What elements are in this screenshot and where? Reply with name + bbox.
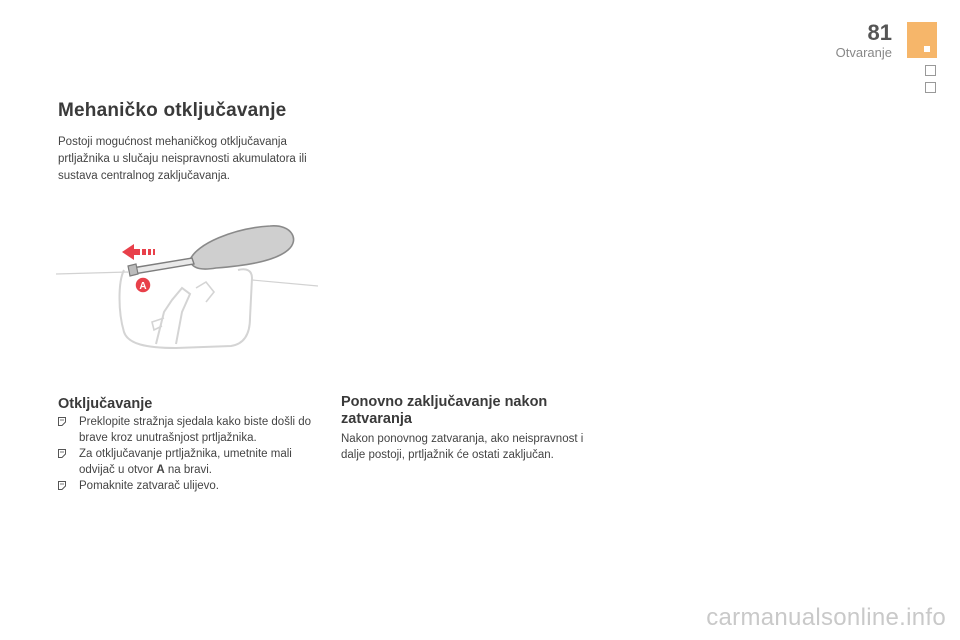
marker-label: A — [139, 281, 147, 292]
section-name: Otvaranje — [835, 45, 892, 60]
relocking-title: Ponovno zaključavanje nakon zatvaranja — [341, 394, 548, 427]
page-title: Mehaničko otključavanje — [58, 100, 287, 121]
step-text: Pomaknite zatvarač ulijevo. — [79, 480, 219, 492]
unlocking-steps — [58, 414, 328, 494]
step-checkbox-icon — [58, 481, 66, 490]
marker-a-icon — [135, 277, 151, 293]
section-tab-active[interactable] — [907, 22, 937, 58]
step-checkbox-icon — [58, 417, 66, 426]
direction-arrow-icon — [122, 244, 155, 260]
tab-marker-icon — [924, 46, 930, 52]
section-tab-2[interactable] — [925, 82, 936, 93]
unlocking-title: Otključavanje — [58, 396, 153, 412]
page-number: 81 — [867, 20, 892, 45]
list-item — [58, 478, 328, 494]
list-item — [58, 446, 328, 478]
relocking-text: Nakon ponovnog zatvaranja, ako neispravnost i dalje postoji, prtljažnik će ostati zaključan. — [341, 433, 584, 461]
step-text-tail: na bravi. — [167, 464, 212, 476]
step-checkbox-icon — [58, 449, 66, 458]
trunk-lock-illustration — [56, 222, 318, 350]
section-tab-1[interactable] — [925, 65, 936, 76]
step-marker-ref: A — [156, 464, 165, 476]
watermark: carmanualsonline.info — [706, 604, 946, 631]
step-text: Preklopite stražnja sjedala kako biste došli do brave kroz unutrašnjost prtljažnika. — [79, 416, 312, 444]
list-item — [58, 414, 328, 446]
intro-paragraph: Postoji mogućnost mehaničkog otključavanja prtljažnika u slučaju neispravnosti akumulatora ili sustava centralnog zaključavanja. — [58, 136, 307, 182]
step-text: Za otključavanje prtljažnika, umetnite mali odvijač u otvor — [79, 448, 292, 476]
